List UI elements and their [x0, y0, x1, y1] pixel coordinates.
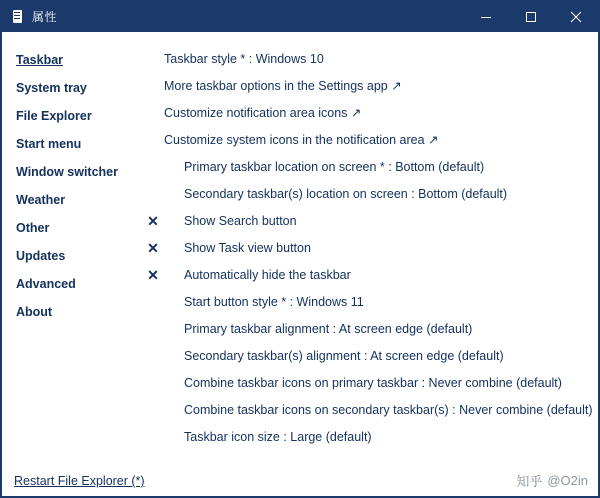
- option-label: Customize notification area icons ↗: [164, 106, 362, 120]
- watermark-source: 知乎: [516, 474, 543, 489]
- option-secondary-taskbar-alignment[interactable]: [142, 345, 598, 372]
- minimize-button[interactable]: [463, 2, 508, 32]
- watermark-handle: @O2in: [547, 473, 588, 488]
- option-taskbar-style[interactable]: [142, 48, 598, 75]
- option-label: Secondary taskbar(s) alignment : At screen edge (default): [184, 349, 504, 363]
- option-label: Automatically hide the taskbar: [184, 268, 351, 282]
- option-combine-icons-primary[interactable]: [142, 372, 598, 399]
- sidebar-item-about[interactable]: About: [16, 305, 53, 319]
- sidebar-item-other[interactable]: Other: [16, 221, 50, 235]
- sidebar: [2, 32, 142, 460]
- option-primary-taskbar-location[interactable]: [142, 156, 598, 183]
- sidebar-item-window-switcher[interactable]: Window switcher: [16, 165, 118, 179]
- watermark: [516, 471, 588, 490]
- sidebar-item-weather[interactable]: Weather: [16, 193, 66, 207]
- option-start-button-style[interactable]: [142, 291, 598, 318]
- window-body: [2, 32, 598, 460]
- sidebar-item-start-menu[interactable]: Start menu: [16, 137, 82, 151]
- option-label: Taskbar icon size : Large (default): [184, 430, 372, 444]
- restart-file-explorer-link[interactable]: Restart File Explorer (*): [14, 474, 145, 488]
- option-label: Secondary taskbar(s) location on screen : Bottom (default): [184, 187, 508, 201]
- option-label: Start button style * : Windows 11: [184, 295, 364, 309]
- option-show-search-button[interactable]: [142, 210, 598, 237]
- option-customize-system-icons[interactable]: [142, 129, 598, 156]
- sidebar-item-updates[interactable]: Updates: [16, 249, 66, 263]
- option-label: Show Task view button: [184, 241, 311, 255]
- options-panel: [142, 32, 598, 460]
- option-taskbar-icon-size[interactable]: [142, 426, 598, 453]
- window-title: 属性: [32, 10, 58, 24]
- document-icon: [10, 9, 26, 25]
- option-primary-taskbar-alignment[interactable]: [142, 318, 598, 345]
- option-show-task-view-button[interactable]: [142, 237, 598, 264]
- option-secondary-taskbar-location[interactable]: [142, 183, 598, 210]
- option-auto-hide-taskbar[interactable]: [142, 264, 598, 291]
- option-label: Customize system icons in the notification area ↗: [164, 133, 439, 147]
- maximize-button[interactable]: [508, 2, 553, 32]
- close-button[interactable]: [553, 2, 598, 32]
- sidebar-item-file-explorer[interactable]: File Explorer: [16, 109, 92, 123]
- option-label: Primary taskbar alignment : At screen edge (default): [184, 322, 473, 336]
- option-label: Taskbar style * : Windows 10: [164, 52, 324, 66]
- option-customize-notification-icons[interactable]: [142, 102, 598, 129]
- cross-icon: ✕: [147, 240, 159, 256]
- sidebar-item-system-tray[interactable]: System tray: [16, 81, 87, 95]
- option-label: Show Search button: [184, 214, 297, 228]
- option-label: Combine taskbar icons on secondary taskbar(s) : Never combine (default): [184, 403, 593, 417]
- option-combine-icons-secondary[interactable]: [142, 399, 598, 426]
- option-label: More taskbar options in the Settings app ↗: [164, 79, 402, 93]
- sidebar-item-taskbar[interactable]: Taskbar: [16, 53, 64, 67]
- option-label: Primary taskbar location on screen * : Bottom (default): [184, 160, 485, 174]
- cross-icon: ✕: [147, 267, 159, 283]
- footer: [2, 460, 598, 496]
- sidebar-item-advanced[interactable]: Advanced: [16, 277, 76, 291]
- option-label: Combine taskbar icons on primary taskbar : Never combine (default): [184, 376, 562, 390]
- option-more-taskbar-settings[interactable]: [142, 75, 598, 102]
- title-bar: [2, 2, 598, 32]
- cross-icon: ✕: [147, 213, 159, 229]
